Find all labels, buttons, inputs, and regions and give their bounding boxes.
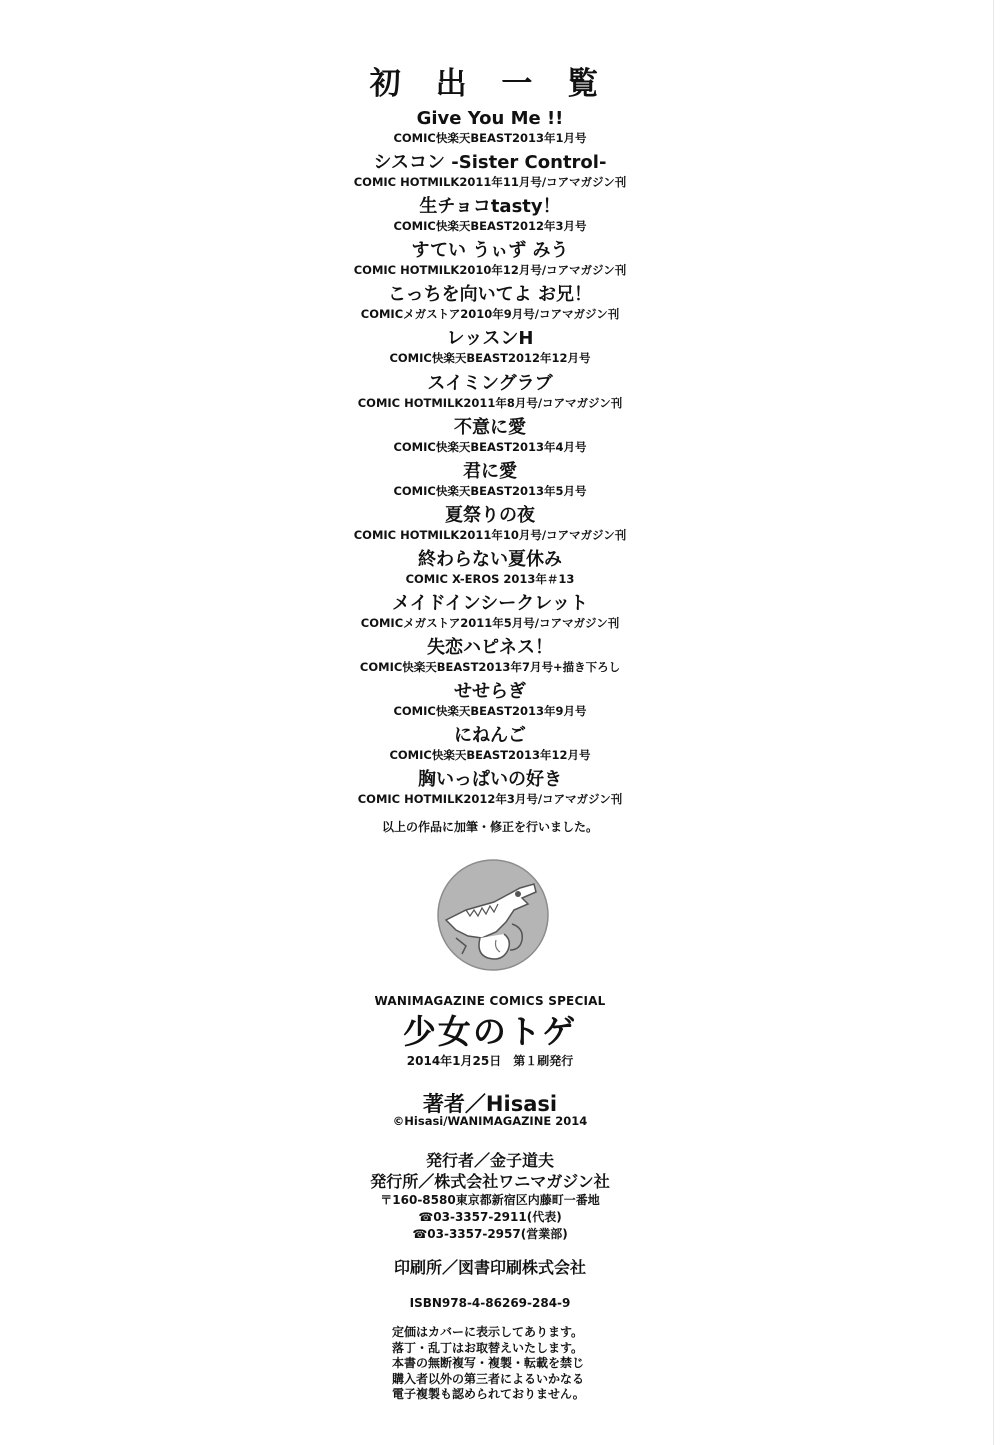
list-item: [300, 328, 680, 372]
story-source: COMIC HOTMILK2011年8月号/コアマガジン刊: [357, 395, 623, 410]
story-title: 夏祭りの夜: [445, 504, 535, 526]
notice-line: 定価はカバーに表示してあります。: [392, 1325, 584, 1339]
printer-line: 印刷所／図書印刷株式会社: [393, 1258, 586, 1277]
list-item: [300, 284, 680, 328]
list-item: [300, 681, 680, 725]
copyright-line: ©Hisasi/WANIMAGAZINE 2014: [392, 1114, 588, 1128]
story-source: COMIC快楽天BEAST2013年9月号: [393, 704, 587, 719]
story-title: スイミングラブ: [427, 372, 553, 394]
story-title: 君に愛: [463, 460, 517, 482]
list-item: [300, 152, 680, 196]
isbn-line: ISBN978-4-86269-284-9: [409, 1296, 571, 1310]
story-title: 胸いっぱいの好き: [418, 769, 562, 791]
list-item: [300, 505, 680, 549]
notice-line: 落丁・乱丁はお取替えいたします。: [392, 1340, 584, 1355]
story-title: レッスンH: [446, 328, 534, 350]
legal-notice: [392, 1325, 585, 1403]
author-line: 著者／Hisasi: [422, 1092, 558, 1116]
list-item: [300, 725, 680, 769]
story-source: COMIC HOTMILK2010年12月号/コアマガジン刊: [353, 263, 627, 278]
list-item: [300, 769, 680, 813]
book-title: 少女のトゲ: [402, 1012, 578, 1051]
story-title: せせらぎ: [454, 681, 526, 703]
story-source: COMIC HOTMILK2012年3月号/コアマガジン刊: [357, 792, 623, 807]
story-title: 不意に愛: [454, 416, 526, 438]
story-title: こっちを向いてよ お兄！: [388, 284, 592, 306]
revision-note: 以上の作品に加筆・修正を行いました。: [381, 820, 598, 834]
list-item: [300, 373, 680, 417]
story-title: 生チョコtasty！: [419, 196, 561, 218]
phone-main: ☎03-3357-2911(代表): [418, 1210, 562, 1224]
story-title: 失恋ハピネス！: [427, 637, 553, 659]
list-item: [300, 461, 680, 505]
story-title: 終わらない夏休み: [418, 548, 562, 570]
story-source: COMIC HOTMILK2011年10月号/コアマガジン刊: [353, 527, 627, 542]
list-item: [300, 549, 680, 593]
list-item: [300, 108, 680, 152]
story-source: COMIC快楽天BEAST2013年4月号: [393, 439, 587, 454]
series-name: WANIMAGAZINE COMICS SPECIAL: [374, 994, 606, 1008]
publication-date: 2014年1月25日 第１刷発行: [406, 1054, 574, 1068]
list-item: [300, 417, 680, 461]
publisher-company: 発行所／株式会社ワニマガジン社: [370, 1172, 610, 1191]
story-source: COMIC HOTMILK2011年11月号/コアマガジン刊: [353, 175, 627, 190]
list-item: [300, 240, 680, 284]
story-source: COMIC快楽天BEAST2013年5月号: [393, 483, 587, 498]
story-title: すてい うぃず みう: [411, 240, 569, 262]
first-appearance-heading: 初 出 一 覧: [369, 66, 611, 102]
crocodile-emblem-icon: [436, 858, 550, 972]
publisher-block: [300, 1150, 680, 1243]
list-item: [300, 637, 680, 681]
story-source: COMIC快楽天BEAST2013年1月号: [393, 131, 587, 145]
story-source: COMIC X-EROS 2013年＃13: [405, 571, 575, 586]
list-item: [300, 593, 680, 637]
story-title: シスコン -Sister Control-: [373, 152, 607, 174]
story-source: COMICメガストア2011年5月号/コアマガジン刊: [360, 616, 620, 631]
notice-line: 購入者以外の第三者によるいかなる: [392, 1371, 585, 1386]
story-title: メイドインシークレット: [391, 593, 589, 615]
first-appearance-list: [300, 108, 680, 814]
notice-line: 本書の無断複写・複製・転載を禁じ: [392, 1356, 585, 1370]
story-title: Give You Me !!: [416, 108, 564, 129]
story-source: COMIC快楽天BEAST2013年7月号+描き下ろし: [359, 660, 621, 675]
publisher-address: 〒160-8580東京都新宿区内藤町一番地: [380, 1193, 600, 1207]
publisher-person: 発行者／金子道夫: [425, 1151, 554, 1170]
story-source: COMIC快楽天BEAST2012年3月号: [393, 219, 587, 234]
phone-sales: ☎03-3357-2957(営業部): [412, 1227, 568, 1241]
story-source: COMIC快楽天BEAST2013年12月号: [389, 748, 591, 763]
notice-line: 電子複製も認められておりません。: [392, 1387, 585, 1401]
story-title: にねんご: [454, 725, 526, 747]
story-source: COMICメガストア2010年9月号/コアマガジン刊: [360, 307, 620, 322]
list-item: [300, 196, 680, 240]
scan-edge-line: [993, 0, 994, 1445]
story-source: COMIC快楽天BEAST2012年12月号: [389, 351, 591, 366]
